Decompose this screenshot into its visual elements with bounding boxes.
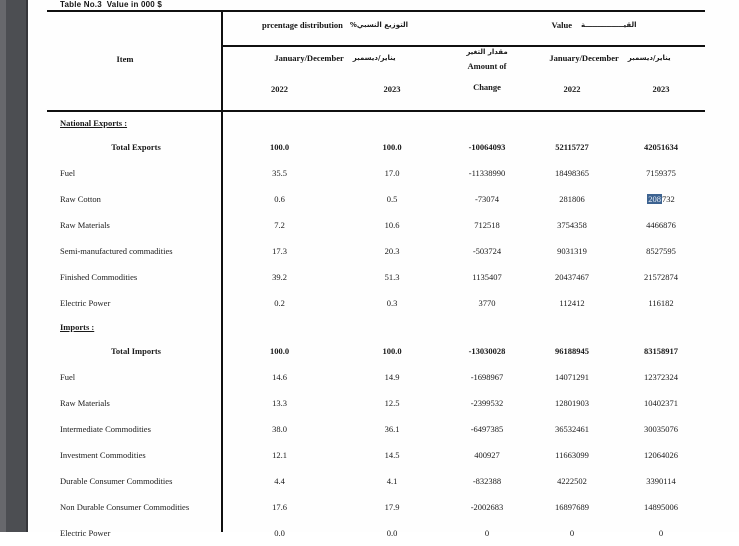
cell-value: 4222502 xyxy=(557,476,587,486)
row-label: Total Imports xyxy=(111,346,161,356)
cell-value: 11663099 xyxy=(555,450,589,460)
value-label-en: Value xyxy=(551,20,573,30)
item-column-header: Item xyxy=(116,54,134,64)
row-label: Semi-manufactured commadities xyxy=(60,246,173,256)
year-2022-pct: 2022 xyxy=(271,84,288,94)
cell-value: 8527595 xyxy=(646,246,676,256)
cell-value: 9031319 xyxy=(557,246,587,256)
cell-value: -11338990 xyxy=(468,168,506,178)
cell-value: 3390114 xyxy=(646,476,676,486)
cell-value: 35.5 xyxy=(272,168,287,178)
cell-value: 4.4 xyxy=(274,476,285,486)
cell-value: 12.5 xyxy=(384,398,400,408)
cell-value: 0.5 xyxy=(386,194,398,204)
cell-value: 100.0 xyxy=(382,346,402,356)
cell-value: 208732 xyxy=(648,194,675,204)
amount-label-line2: Change xyxy=(473,82,501,92)
value-header xyxy=(504,20,684,30)
cell-value: -832388 xyxy=(472,476,502,486)
table-row xyxy=(28,494,705,520)
cell-value: 0 xyxy=(569,528,575,538)
year-2023-value: 2023 xyxy=(652,84,670,94)
cell-value: 38.0 xyxy=(272,424,287,434)
cell-value: 14895006 xyxy=(644,502,678,512)
year-2023-pct: 2023 xyxy=(383,84,401,94)
cell-value: -503724 xyxy=(472,246,502,256)
cell-value: 36532461 xyxy=(555,424,589,434)
cell-value: 400927 xyxy=(474,450,500,460)
years-header-row xyxy=(222,84,705,94)
cell-value: 12064026 xyxy=(644,450,678,460)
cell-value: 17.3 xyxy=(272,246,287,256)
row-label: Finished Commodities xyxy=(60,272,138,282)
pct-distribution-label-en: prcentage distribution xyxy=(262,20,343,30)
cell-value: 100.0 xyxy=(269,142,290,152)
cell-value: 17.9 xyxy=(384,502,400,512)
table-row xyxy=(28,212,705,238)
cell-value: 0.2 xyxy=(274,298,285,308)
table-row xyxy=(28,264,705,290)
row-label: Fuel xyxy=(60,372,76,382)
amount-label-line1: Amount of xyxy=(467,61,507,71)
row-label: National Exports : xyxy=(60,118,128,128)
cell-value: 83158917 xyxy=(644,346,678,356)
pct-distribution-label-ar: التوزيع النسبي% xyxy=(349,21,408,29)
table-row xyxy=(28,364,705,390)
cell-value: 3770 xyxy=(478,298,496,308)
cell-value: 17.0 xyxy=(384,168,400,178)
selected-text: 208 xyxy=(648,194,661,204)
row-label: Fuel xyxy=(60,168,76,178)
cell-value: 13.3 xyxy=(272,398,287,408)
cell-value: 14.5 xyxy=(384,450,400,460)
cell-value: 7159375 xyxy=(646,168,676,178)
cell-value: 10.6 xyxy=(384,220,400,230)
cell-value: 112412 xyxy=(559,298,585,308)
cell-value: 39.2 xyxy=(272,272,287,282)
table-body xyxy=(28,112,705,546)
cell-value: 14071291 xyxy=(555,372,589,382)
cell-value: 12801903 xyxy=(555,398,589,408)
row-label: Intermediate Commodities xyxy=(60,424,151,434)
row-label: Raw Materials xyxy=(60,220,110,230)
table-row xyxy=(28,186,705,212)
table-row xyxy=(28,338,705,364)
cell-value: 116182 xyxy=(648,298,674,308)
cell-value: -13030028 xyxy=(468,346,506,356)
table-row xyxy=(28,316,705,338)
cell-value: 51.3 xyxy=(384,272,400,282)
cell-value: 0 xyxy=(658,528,664,538)
row-label: Raw Cotton xyxy=(60,194,101,204)
cell-value: 42051634 xyxy=(644,142,678,152)
cell-value: 3754358 xyxy=(557,220,587,230)
jan-dec-header-pct xyxy=(222,53,448,63)
cell-value: -6497385 xyxy=(470,424,504,434)
years-spacer xyxy=(447,84,527,94)
cell-value: 12372324 xyxy=(644,372,678,382)
cell-value: -1698967 xyxy=(470,372,504,382)
table-row xyxy=(28,390,705,416)
cell-value: -2002683 xyxy=(470,502,504,512)
row-label: Imports : xyxy=(60,322,95,332)
cell-value: 14.6 xyxy=(272,372,287,382)
cell-value: -2399532 xyxy=(470,398,504,408)
cell-value: 17.6 xyxy=(272,502,287,512)
value-label-ar: القيــــــــــــــــة xyxy=(581,21,637,29)
cell-value: 20437467 xyxy=(555,272,589,282)
row-label: Electric Power xyxy=(60,298,111,308)
row-label: Electric Power xyxy=(60,528,111,538)
jan-dec-label-en: January/December xyxy=(274,53,344,63)
cell-value: 0.6 xyxy=(274,194,285,204)
cell-value: 4.1 xyxy=(386,476,398,486)
cell-value: 36.1 xyxy=(384,424,400,434)
table-row xyxy=(28,238,705,264)
cell-value: 100.0 xyxy=(382,142,402,152)
amount-label-ar: مقدار التغير xyxy=(466,48,508,56)
table-row xyxy=(28,442,705,468)
cell-value: 1135407 xyxy=(472,272,502,282)
row-label: Durable Consumer Commodities xyxy=(60,476,173,486)
row-label: Raw Materials xyxy=(60,398,110,408)
band1-bottom-rule xyxy=(221,45,705,47)
cell-value: 96188945 xyxy=(555,346,589,356)
doc-title: Table No.3 Value in 000 $ xyxy=(60,0,162,9)
cell-value: 14.9 xyxy=(384,372,400,382)
title-underline-rule xyxy=(47,10,705,12)
cell-value: 10402371 xyxy=(644,398,678,408)
cell-value: 0.0 xyxy=(386,528,398,538)
cell-value: 100.0 xyxy=(269,346,290,356)
cell-value: 12.1 xyxy=(272,450,287,460)
table-row xyxy=(28,416,705,442)
jan-dec-header-value xyxy=(515,53,705,63)
table-row xyxy=(28,160,705,186)
cell-value: -73074 xyxy=(474,194,500,204)
cell-value: 21572874 xyxy=(644,272,678,282)
cell-value: 712518 xyxy=(474,220,500,230)
cell-value: 7.2 xyxy=(274,220,285,230)
cell-value: 0 xyxy=(484,528,490,538)
table-row xyxy=(28,468,705,494)
cell-value: 0.0 xyxy=(274,528,285,538)
jan-dec-label-en: January/December xyxy=(549,53,619,63)
jan-dec-label-ar: يناير/ديسمبر xyxy=(627,54,671,62)
cell-value: 281806 xyxy=(559,194,585,204)
jan-dec-label-ar: يناير/ديسمبر xyxy=(352,54,396,62)
table-row xyxy=(28,290,705,316)
pct-distribution-header xyxy=(222,20,448,30)
cell-value: 4466876 xyxy=(646,220,676,230)
gutter-light-band xyxy=(0,0,6,532)
row-label: Investment Commodities xyxy=(60,450,146,460)
cell-value: -10064093 xyxy=(468,142,506,152)
table-row xyxy=(28,112,705,134)
cell-value: 20.3 xyxy=(384,246,400,256)
cell-value: 0.3 xyxy=(386,298,398,308)
cell-value: 18498365 xyxy=(555,168,589,178)
row-label: Total Exports xyxy=(111,142,161,152)
row-label: Non Durable Consumer Commodities xyxy=(60,502,190,512)
cell-value: 52115727 xyxy=(555,142,589,152)
pdf-viewer-gutter xyxy=(0,0,28,532)
table-row xyxy=(28,134,705,160)
cell-value: 30035076 xyxy=(644,424,678,434)
cell-value: 16897689 xyxy=(555,502,589,512)
year-2022-value: 2022 xyxy=(563,84,581,94)
table-row xyxy=(28,520,705,546)
